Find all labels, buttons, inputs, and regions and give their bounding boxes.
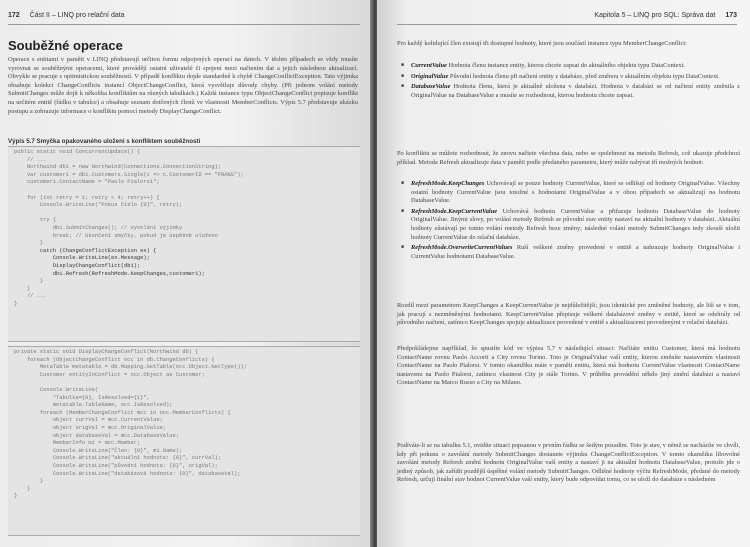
left-page	[0, 0, 373, 547]
code-line: }	[14, 300, 18, 307]
code-line: Console.WriteLine("databázová hodnota: {0}", databaseVal);	[14, 470, 241, 477]
bullet-term: RefreshMode.KeepCurrentValue	[411, 207, 498, 215]
right-page	[377, 0, 750, 547]
bullet-text: Hodnota členu instance entity, kterou chcete zapsat do aktuálního objektu typu DataContext.	[446, 62, 685, 69]
left-running-header	[8, 12, 360, 25]
code-line: foreach (MemberChangeConflict mcc in occ.MemberConflicts) {	[14, 409, 231, 416]
bullet-term: CurrentValue	[411, 62, 447, 69]
bullet-term: OriginalValue	[411, 72, 449, 80]
bullet-text: Ruší veškeré změny provedené v entitě a nahrazuje hodnoty OriginalValue i CurrentValue hodnotami DatabaseValue.	[411, 244, 740, 260]
code-line: DisplayChangeConflict(db1);	[14, 262, 141, 269]
code-line: MetaTable metatable = db.Mapping.GetTable(occ.Object.GetType());	[14, 364, 247, 371]
left-header-text: Část II – LINQ pro relační data	[29, 12, 125, 19]
code-line: Console.WriteLine(ex.Message);	[14, 255, 150, 262]
right-header-text: Kapitola 5 – LINQ pro SQL: Správa dat	[594, 12, 716, 19]
bullet-text: Uchovávají se pouze hodnoty CurrentValue, které se odlišují od hodnoty OriginalValue. Všechny ostatní hodnoty CurrentValue jsou totožné s hodnotami OriginalValue a v obou případech se aktualizují na hodnotu DatabaseValue.	[411, 180, 740, 205]
bullet-item	[397, 180, 740, 206]
code-line: db1.SubmitChanges(); // vyvolání výjimky	[14, 224, 183, 231]
code-line: Console.WriteLine("Člen: {0}", mi.Name);	[14, 447, 183, 454]
code-line: }	[14, 285, 31, 292]
code-line: catch (ChangeConflictException ex) {	[14, 247, 157, 254]
right-running-header	[397, 12, 737, 25]
code-line: customer1.ContactName = "Paolo Pialorsi";	[14, 179, 160, 186]
code-line: MemberInfo mi = mcc.Member;	[14, 440, 141, 447]
code-line: object currVal = mcc.CurrentValue;	[14, 417, 163, 424]
listing-caption: Výpis 5.7 Smyčka opakovaného uložení s konfliktem souběžnosti	[8, 138, 201, 145]
bullet-item	[397, 208, 740, 242]
value-bullet-list	[397, 62, 740, 102]
bullet-term: DatabaseValue	[411, 83, 451, 91]
left-page-number: 172	[8, 12, 20, 19]
code-listing-part1	[8, 146, 360, 342]
code-line: // ...	[14, 156, 47, 163]
code-line: public static void ConcurrentUpdate() {	[14, 149, 141, 155]
code-line: Northwind db1 = new Northwind(Connections.ConnectionString);	[14, 164, 222, 171]
code-line	[14, 187, 354, 195]
code-listing-part2	[8, 346, 360, 536]
code-line: }	[14, 478, 44, 485]
code-line: }	[14, 493, 18, 500]
code-line: for (int retry = 1; retry < 4; retry++) {	[14, 194, 160, 201]
code-line: try {	[14, 217, 57, 224]
bullet-item	[397, 244, 740, 261]
bullet-item	[397, 73, 740, 82]
code-line: // ...	[14, 293, 47, 300]
bullet-item	[397, 83, 740, 100]
code-line: var customer1 = db1.Customers.Single(c => c.CustomerID == "FRANS");	[14, 171, 244, 178]
code-line: }	[14, 240, 44, 247]
right-paragraph-4: Předpokládejme například, že spustíte kód ve výpisu 5.7 v následující situaci: Načítáte entitu Customer, která má hodnotu ContactName rovnu Paolo Accorti a City rovnu Torino. Toto je OriginalValue vaší entity, kterou změníte nastavením vlastnosti ContactName na Paolo Pialorsi. V tomto okamžiku máte v paměti entitu, která má hodnotu CurrentValue vlastnosti ContactName nastavenu na Paolo Pialorsi, zatímco vlastnost City je stále Torino. V průběhu provádění někdo jiný změní databázi a nastaví ContactName na Marco Russo a City na Milano.	[397, 345, 740, 387]
refresh-mode-bullet-list	[397, 180, 740, 263]
code-line: private static void DisplayChangeConflict(Northwind db) {	[14, 349, 199, 355]
code-line: Console.WriteLine(	[14, 386, 99, 393]
code-line: }	[14, 278, 44, 285]
code-line: foreach (ObjectChangeConflict occ in db.ChangeConflicts) {	[14, 356, 215, 363]
code-line: "Tabulka={0}, IsResolved={1}",	[14, 394, 150, 401]
bullet-text: Uchovává hodnotu CurrentValue a přiřazuje hodnotu DatabaseValue do hodnoty OriginalValue. Jinými slovy, po volání metody Refresh se původní stav entity nastaví na aktuální hodnoty v databázi. Aktuální hodnoty zůstávají po tomto volání metody Refresh beze změny; následné volání metody SubmitChanges tedy zkouší uložit hodnoty CurrentValue do relační databáze.	[411, 207, 740, 241]
right-paragraph-1: Pro každý kolidující člen existují tři dostupné hodnoty, které jsou součástí instance typu MemberChangeConflict:	[397, 40, 687, 47]
right-paragraph-2: Po konfliktu se můžete rozhodnout, že znovu načtete všechna data, nebo se spolehnout na metodu Refresh, což ukazuje předchozí příklad. Metoda Refresh aktualizuje data v paměti podle předaného parametru, který může nabývat tří možných hodnot:	[397, 150, 740, 166]
code-line: Console.WriteLine("aktuální hodnota: {0}", currVal);	[14, 455, 222, 462]
right-page-number: 173	[725, 12, 737, 19]
right-paragraph-3: Rozdíl mezi parametrem KeepChanges a KeepCurrentValue je nejdůležitější; jsou identické pro změněné hodnoty, ale liší se v tom, jak pracují s nezměněnými hodnotami. KeepCurrentValue přepisuje veškeré databázové změny v entitě, které se odehrály od původního načtení, zatímco KeepChanges spojuje aktualizace provedené v entitě s aktualizacemi provedenými v relační databázi.	[397, 302, 740, 327]
code-line: Console.WriteLine("Pokus číslo {0}", retry);	[14, 202, 183, 209]
bullet-text: Původní hodnota členu při načtení entity z databáze, před změnou v aktuálním objektu typu DataContext.	[448, 72, 720, 80]
code-line: object origVal = mcc.OriginalValue;	[14, 424, 167, 431]
code-line: break; // Ukončení smyčky, pokud je úspěšně uloženo	[14, 232, 218, 239]
code-line: metatable.TableName, occ.IsResolved);	[14, 402, 173, 409]
code-line: Console.WriteLine("původní hodnota: {0}", origVal);	[14, 462, 218, 469]
bullet-term: RefreshMode.OverwriteCurrentValues	[411, 244, 513, 252]
bullet-item	[397, 62, 740, 71]
code-line: object databaseVal = mcc.DatabaseValue;	[14, 432, 179, 439]
code-line: db1.Refresh(RefreshMode.KeepChanges,customer1);	[14, 270, 205, 277]
code-line	[14, 379, 354, 387]
bullet-text: Hodnota členu, která je aktuálně uložena v databázi. Hodnota v databázi se od načtení entity změnila z OriginalValue na DatabaseValue a musíte se rozhodnout, kterou hodnotu chcete zapsat.	[411, 83, 740, 99]
code-line: Customer entityInConflict = occ.Object as Customer;	[14, 371, 205, 378]
section-title: Souběžné operace	[8, 38, 123, 53]
intro-paragraph: Operace s entitami v paměti v LINQ představují určitou formu odpojených operací na datech. V těchto případech se vždy musíte vyrovnat se souběžnými operacemi, které provádějí ostatní uživatelé či spojení mezi načtením dat a jejich následnou aktualizací. Obvykle se pracuje s optimistickou souběžností. V případě konfliktu dojde standardně k chybě ChangeConflictException. Tato výjimka obsahuje kolekci ChangeConflicts instancí ObjectChangeConflict, která vysvětluje důvody chyby. (Při jednom volání metody SubmitChanges může dojít k několika konfliktům na různých tabulkách.) Každá instance typu ObjectChangeConflict popisuje konflikt na určitém entitě (řádku v tabulce) a obsahuje seznam dotčených členů ve vlastnosti MemberConflicts. Výpis 5.7 představuje ukázku postupu a zobrazuje informace o konfliktu pomocí metody DisplayChangeConflict.	[8, 56, 358, 115]
code-line: }	[14, 485, 31, 492]
bullet-term: RefreshMode.KeepChanges	[411, 180, 485, 187]
right-paragraph-5: Podíváte-li se na tabulku 5.1, uvidíte situaci popsanou v prvním řádku se šedým pozadím. Toto je stav, v němž se nacházíte ve chvíli, kdy při pokusu o zavolání metody SubmitChanges dostanete výjimku ChangeConflictException. V tomto okamžiku libovolné zavolání metody Refresh změní hodnotu OriginalValue vaší entity a nastaví ji na aktuální hodnotu DatabaseValue, protože jde o jediný způsob, jak zařídit pozdější úspěšné volání metody SubmitChanges. Odlišné hodnoty výčtu RefreshMode, předané do metody Refresh, určují finální stav hodnot CurrentValue vaší entity, který bude odpovídat tomu, co se uloží do databáze s následném	[397, 442, 740, 484]
code-line	[14, 210, 354, 218]
